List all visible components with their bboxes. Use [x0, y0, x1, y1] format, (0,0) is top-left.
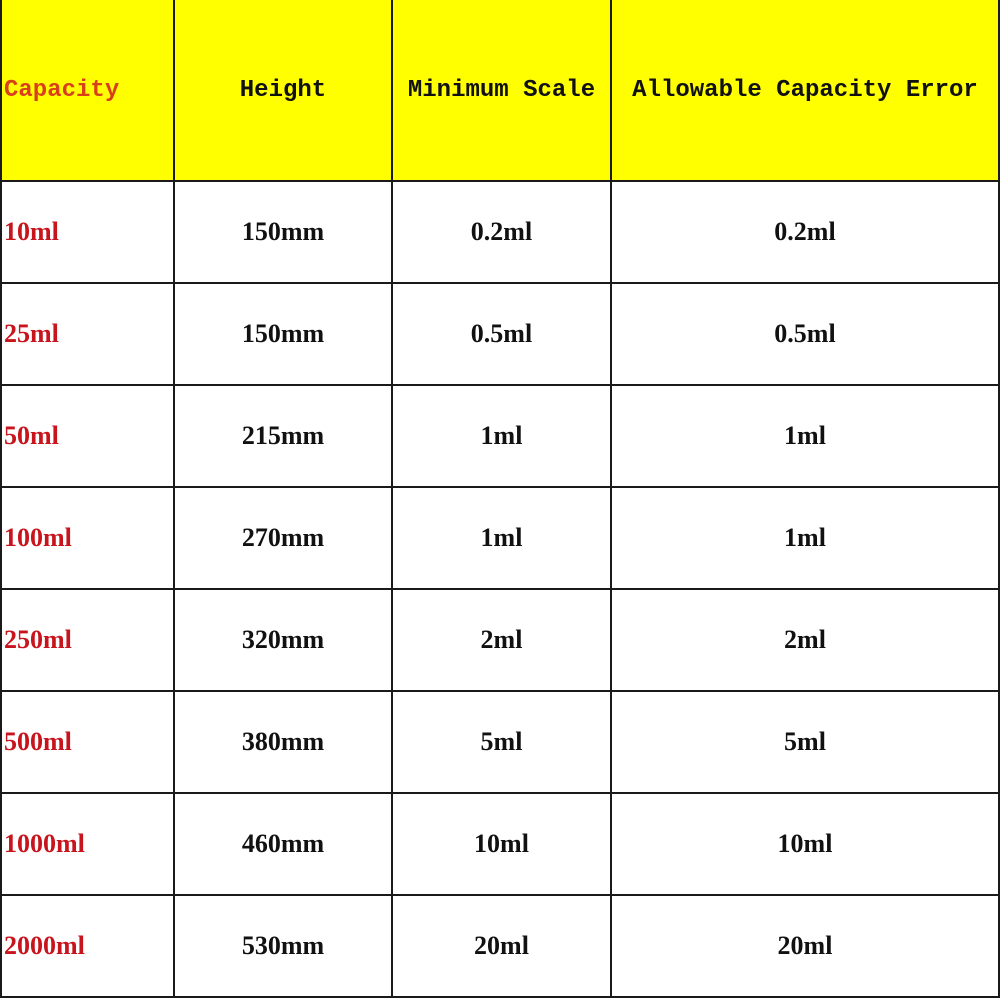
allowable-error-cell: 0.2ml [611, 181, 999, 283]
allowable-error-cell: 0.5ml [611, 283, 999, 385]
height-cell: 270mm [174, 487, 392, 589]
allowable-error-cell: 1ml [611, 487, 999, 589]
capacity-cell: 500ml [1, 691, 174, 793]
minimum-scale-cell: 20ml [392, 895, 611, 997]
allowable-error-cell: 10ml [611, 793, 999, 895]
header-allowable-error: Allowable Capacity Error [611, 0, 999, 181]
height-cell: 530mm [174, 895, 392, 997]
minimum-scale-cell: 0.2ml [392, 181, 611, 283]
header-height: Height [174, 0, 392, 181]
table-row [1, 385, 999, 487]
minimum-scale-cell: 1ml [392, 385, 611, 487]
table-row [1, 691, 999, 793]
height-cell: 150mm [174, 283, 392, 385]
capacity-cell: 50ml [1, 385, 174, 487]
table-row [1, 487, 999, 589]
table-row [1, 589, 999, 691]
header-minimum-scale: Minimum Scale [392, 0, 611, 181]
table-row [1, 181, 999, 283]
table-row [1, 895, 999, 997]
height-cell: 215mm [174, 385, 392, 487]
table-row [1, 283, 999, 385]
height-cell: 320mm [174, 589, 392, 691]
height-cell: 150mm [174, 181, 392, 283]
header-capacity: Capacity [1, 0, 174, 181]
height-cell: 380mm [174, 691, 392, 793]
minimum-scale-cell: 5ml [392, 691, 611, 793]
table-row [1, 793, 999, 895]
capacity-cell: 250ml [1, 589, 174, 691]
capacity-cell: 100ml [1, 487, 174, 589]
height-cell: 460mm [174, 793, 392, 895]
capacity-cell: 1000ml [1, 793, 174, 895]
allowable-error-cell: 1ml [611, 385, 999, 487]
minimum-scale-cell: 1ml [392, 487, 611, 589]
allowable-error-cell: 5ml [611, 691, 999, 793]
capacity-cell: 10ml [1, 181, 174, 283]
header-row [1, 0, 999, 181]
capacity-cell: 25ml [1, 283, 174, 385]
minimum-scale-cell: 10ml [392, 793, 611, 895]
minimum-scale-cell: 2ml [392, 589, 611, 691]
allowable-error-cell: 2ml [611, 589, 999, 691]
minimum-scale-cell: 0.5ml [392, 283, 611, 385]
allowable-error-cell: 20ml [611, 895, 999, 997]
capacity-cell: 2000ml [1, 895, 174, 997]
